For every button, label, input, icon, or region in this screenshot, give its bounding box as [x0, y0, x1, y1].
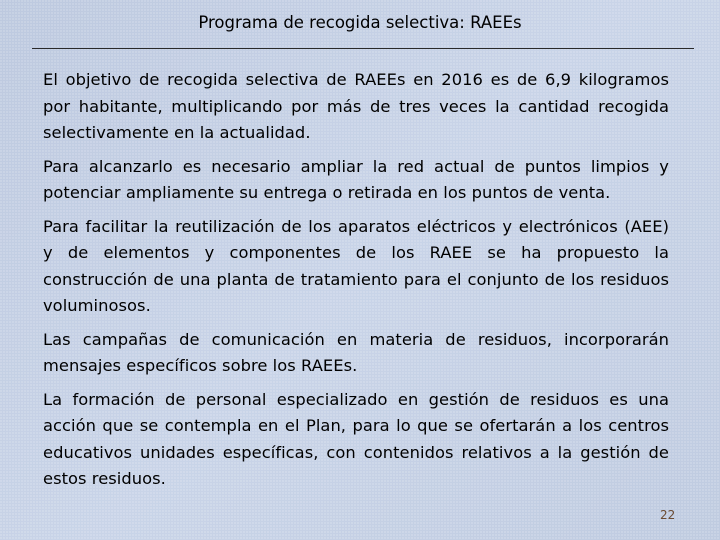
- paragraph-training: La formación de personal especializado en gestión de residuos es una acción que se contempla en el Plan, para lo que se ofertarán a los centros educativos unidades específicas, con contenidos relativos a la gestión de estos residuos.: [43, 389, 669, 488]
- paragraph-collection-points: Para alcanzarlo es necesario ampliar la red actual de puntos limpios y potenciar ampliamente su entrega o retirada en los puntos de venta.: [43, 156, 669, 202]
- page-number: 22: [660, 508, 676, 522]
- slide-title: Programa de recogida selectiva: RAEEs: [198, 13, 522, 32]
- paragraph-campaigns: Las campañas de comunicación en materia de residuos, incorporarán mensajes específicos sobre los RAEEs.: [43, 329, 669, 375]
- slide-body: [43, 67, 669, 500]
- paragraph-objective: El objetivo de recogida selectiva de RAEEs en 2016 es de 6,9 kilogramos por habitante, multiplicando por más de tres veces la cantidad recogida selectivamente en la actualidad.: [43, 70, 669, 142]
- title-divider: [32, 48, 694, 49]
- paragraph-reuse-plant: Para facilitar la reutilización de los aparatos eléctricos y electrónicos (AEE) y de elementos y componentes de los RAEE se ha propuesto la construcción de una planta de tratamiento para el conjunto de los residuos voluminosos.: [43, 216, 669, 315]
